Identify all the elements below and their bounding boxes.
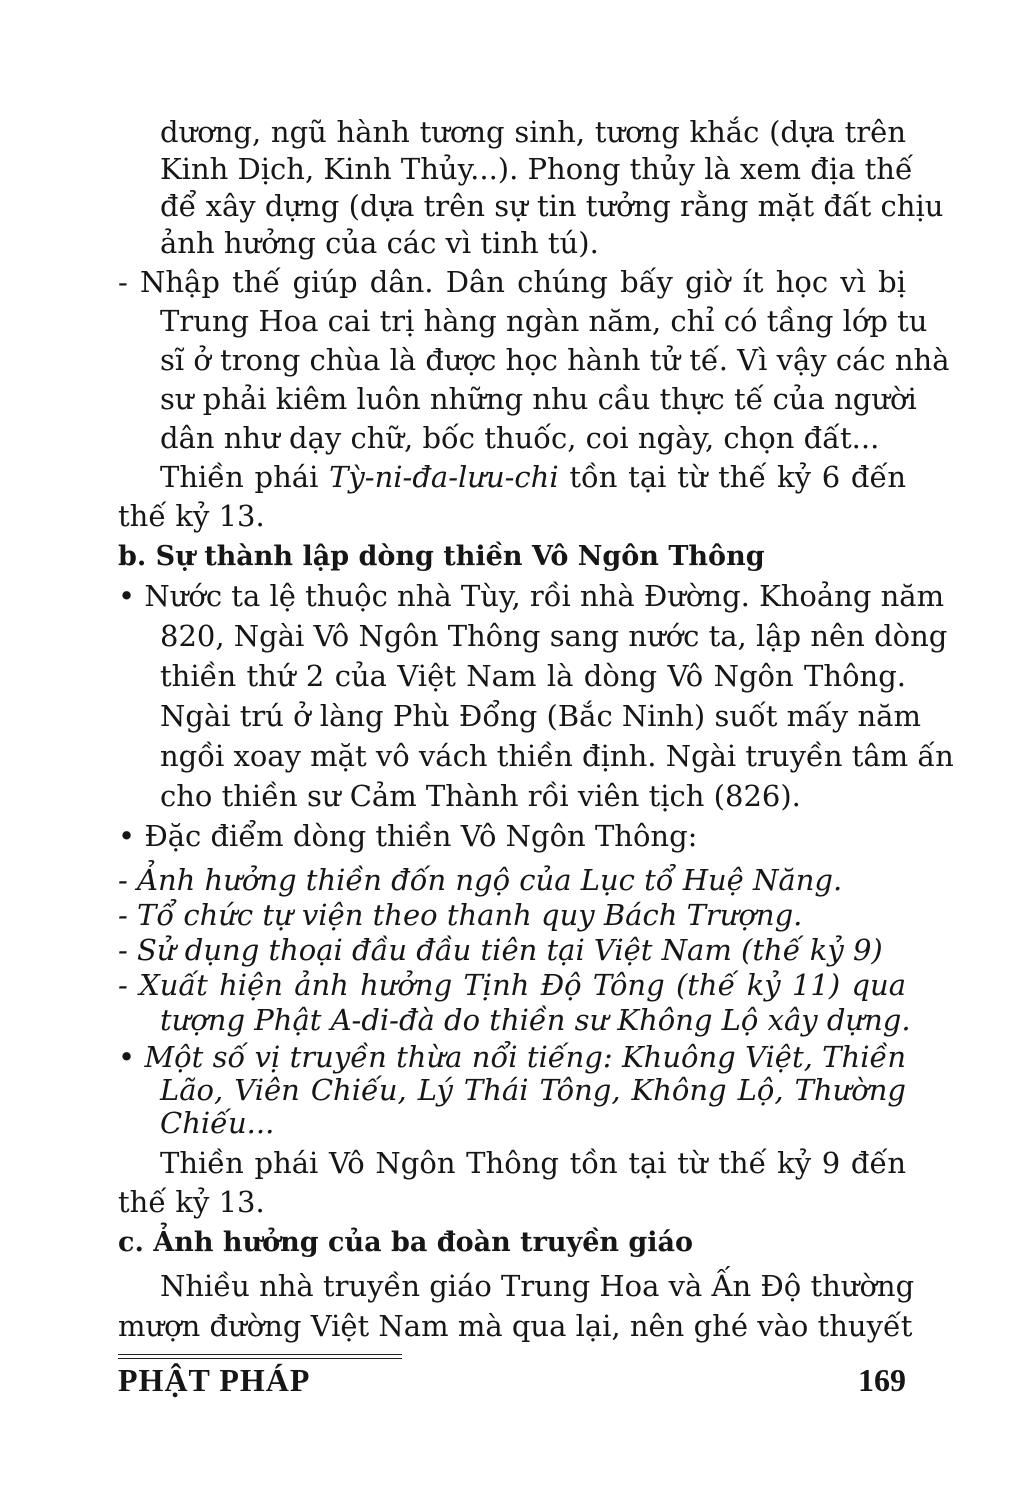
bullet-line: • Đặc điểm dòng thiền Vô Ngôn Thông: xyxy=(118,819,698,853)
text-span: Thiền phái xyxy=(160,460,330,494)
body-line: Kinh Dịch, Kinh Thủy...). Phong thủy là xem địa thế xyxy=(160,152,913,186)
paragraph-line: Thiền phái Vô Ngôn Thông tồn tại từ thế kỷ 9 đến xyxy=(160,1146,906,1180)
list-item: - Xuất hiện ảnh hưởng Tịnh Độ Tông (thế kỷ 11) qua xyxy=(118,968,906,1002)
bullet-line: • Một số vị truyền thừa nổi tiếng: Khuông Việt, Thiền xyxy=(118,1040,906,1074)
paragraph-line xyxy=(160,459,906,495)
bullet-line: - Nhập thế giúp dân. Dân chúng bấy giờ ít học vì bị xyxy=(118,265,906,299)
bullet-line: • Nước ta lệ thuộc nhà Tùy, rồi nhà Đường. Khoảng năm xyxy=(118,579,945,613)
sect-name: Tỳ-ni-đa-lưu-chi xyxy=(329,460,559,494)
section-heading-b: b. Sự thành lập dòng thiền Vô Ngôn Thông xyxy=(118,541,765,572)
body-line: sĩ ở trong chùa là được học hành tử tế. Vì vậy các nhà xyxy=(160,343,950,377)
body-line: thế kỷ 13. xyxy=(118,1185,265,1219)
body-line: dân như dạy chữ, bốc thuốc, coi ngày, chọn đất... xyxy=(160,421,880,455)
footer-rule xyxy=(118,1354,402,1355)
paragraph-line: Nhiều nhà truyền giáo Trung Hoa và Ấn Độ thường xyxy=(160,1269,915,1303)
body-line: mượn đường Việt Nam mà qua lại, nên ghé vào thuyết xyxy=(118,1309,913,1343)
body-line: ảnh hưởng của các vì tinh tú). xyxy=(160,226,599,260)
body-line: Trung Hoa cai trị hàng ngàn năm, chỉ có tầng lớp tu xyxy=(160,304,928,338)
body-line: sư phải kiêm luôn những nhu cầu thực tế của người xyxy=(160,382,917,416)
body-line: ngồi xoay mặt vô vách thiền định. Ngài truyền tâm ấn xyxy=(160,739,954,773)
body-line: để xây dựng (dựa trên sự tin tưởng rằng mặt đất chịu xyxy=(160,189,944,223)
footer-book-title: PHẬT PHÁP xyxy=(118,1362,311,1398)
text-span: tồn tại từ thế kỷ 6 đến xyxy=(558,460,906,494)
body-line: Ngài trú ở làng Phù Đổng (Bắc Ninh) suốt mấy năm xyxy=(160,699,921,733)
list-item-continuation: tượng Phật A-di-đà do thiền sư Không Lộ xây dựng. xyxy=(160,1003,911,1037)
section-heading-c: c. Ảnh hưởng của ba đoàn truyền giáo xyxy=(118,1227,694,1258)
body-line: thế kỷ 13. xyxy=(118,499,265,533)
body-line: dương, ngũ hành tương sinh, tương khắc (dựa trên xyxy=(160,115,906,149)
body-line: 820, Ngài Vô Ngôn Thông sang nước ta, lập nên dòng xyxy=(160,619,948,653)
body-line: thiền thứ 2 của Việt Nam là dòng Vô Ngôn Thông. xyxy=(160,659,906,693)
list-item: - Sử dụng thoại đầu đầu tiên tại Việt Nam (thế kỷ 9) xyxy=(118,933,883,967)
footer-rule xyxy=(118,1358,402,1359)
list-item: - Ảnh hưởng thiền đốn ngộ của Lục tổ Huệ Năng. xyxy=(118,863,843,897)
page-number: 169 xyxy=(858,1362,906,1398)
body-line: cho thiền sư Cảm Thành rồi viên tịch (826). xyxy=(160,779,801,813)
body-line: Lão, Viên Chiếu, Lý Thái Tông, Không Lộ, Thường xyxy=(160,1073,906,1107)
list-item: - Tổ chức tự viện theo thanh quy Bách Trượng. xyxy=(118,898,803,932)
body-line: Chiếu... xyxy=(160,1106,275,1140)
